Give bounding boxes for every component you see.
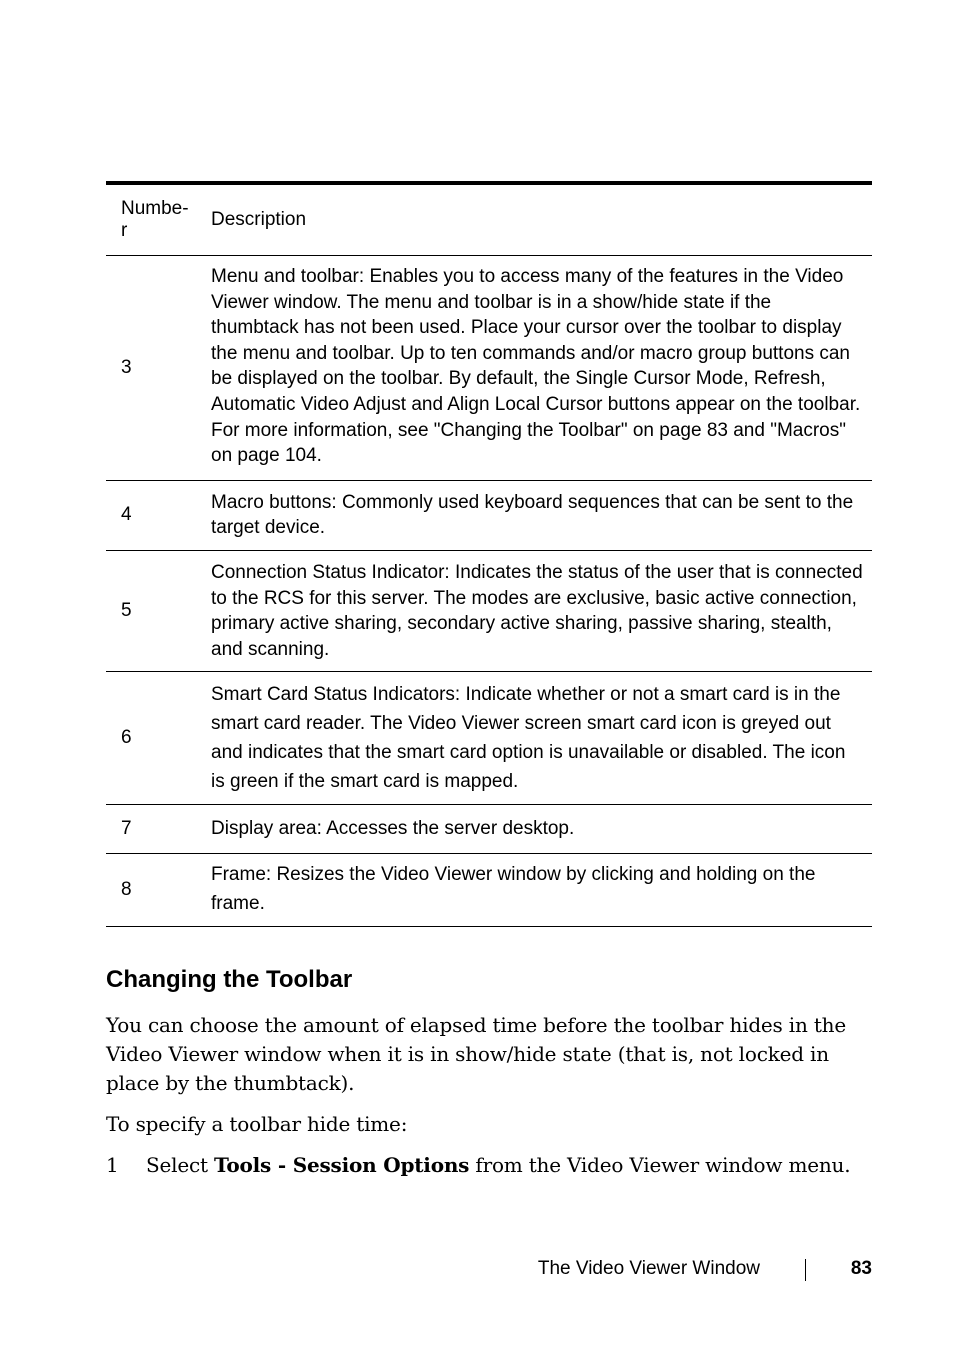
row-description: Frame: Resizes the Video Viewer window by clicking and holding on the frame.: [211, 863, 816, 914]
page-footer: [0, 1258, 872, 1284]
row-description: Smart Card Status Indicators: Indicate whether or not a smart card is in the smart card reader. The Video Viewer screen smart card icon is greyed out and indicates that the smart card option is unavailable or disabled. The icon is green if the smart card is mapped.: [211, 684, 846, 793]
row-number: 6: [121, 727, 132, 749]
table-row: [106, 672, 872, 805]
description-table-container: [106, 181, 872, 927]
table-row: [106, 480, 872, 550]
row-description: Connection Status Indicator: Indicates the status of the user that is connected to the RCS for this server. The modes are exclusive, basic active connection, primary active sharing, secondary active sharing, passive sharing, stealth, and scanning.: [211, 561, 863, 660]
table-row: [106, 853, 872, 926]
table-row: [106, 550, 872, 671]
step-text-suffix: from the Video Viewer window menu.: [469, 1153, 851, 1177]
section-heading: Changing the Toolbar: [106, 966, 353, 993]
table-header-row: [106, 185, 872, 256]
step-menu-path: Tools - Session Options: [213, 1153, 470, 1177]
row-description: Menu and toolbar: Enables you to access many of the features in the Video Viewer window. The menu and toolbar is in a show/hide state if the thumbtack has not been used. Place your cursor over the toolbar to display the menu and toolbar. Up to ten commands and/or macro group buttons can be displayed on the toolbar. By default, the Single Cursor Mode, Refresh, Automatic Video Adjust and Align Local Cursor buttons appear on the toolbar. For more information, see "Changing the Toolbar" on page 83 and "Macros" on page 104.: [211, 266, 861, 467]
step-text-prefix: Select: [146, 1153, 214, 1177]
procedure-intro: To specify a toolbar hide time:: [106, 1112, 408, 1136]
header-number: Numbe- r: [121, 198, 189, 241]
row-description: Macro buttons: Commonly used keyboard sequences that can be sent to the target device.: [211, 491, 854, 539]
procedure-step: [106, 1151, 850, 1180]
footer-chapter-title: The Video Viewer Window: [537, 1258, 760, 1279]
table-row: [106, 805, 872, 854]
footer-divider: [805, 1259, 806, 1281]
row-number: 4: [121, 504, 132, 526]
intro-paragraph: You can choose the amount of elapsed time before the toolbar hides in the Video Viewer window when it is in show/hide state (that is, not locked in place by the thumbtack).: [106, 1013, 846, 1095]
row-number: 7: [121, 818, 132, 840]
row-number: 3: [121, 356, 132, 378]
table-row: [106, 256, 872, 481]
row-number: 5: [121, 600, 132, 622]
description-table: [106, 185, 872, 927]
step-number: 1: [106, 1153, 119, 1177]
row-number: 8: [121, 878, 132, 900]
footer-page-number: 83: [850, 1258, 872, 1279]
header-description: Description: [211, 209, 307, 230]
row-description: Display area: Accesses the server desktop.: [211, 818, 575, 840]
